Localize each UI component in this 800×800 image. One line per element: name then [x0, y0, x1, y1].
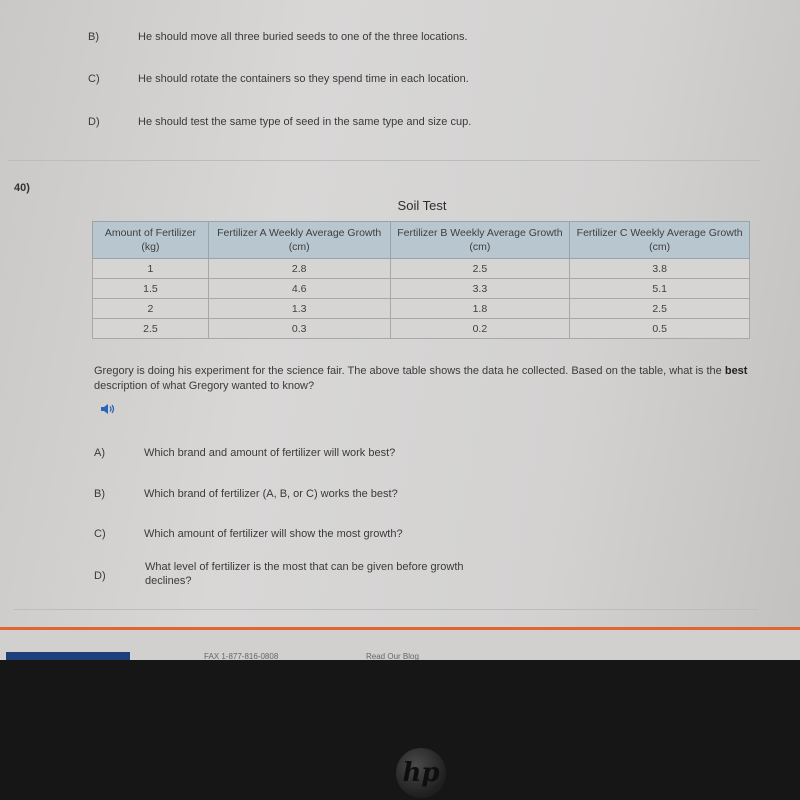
table-header-row [93, 222, 750, 259]
prompt-emphasis: best [724, 365, 748, 377]
divider [14, 609, 758, 610]
table-cell: 3.3 [390, 279, 570, 299]
prev-option-c[interactable] [88, 73, 548, 87]
option-text: Which brand of fertilizer (A, B, or C) works the best? [144, 488, 398, 500]
hp-logo-icon: hp [396, 748, 446, 798]
table-row [93, 259, 750, 279]
option-letter: B) [94, 488, 105, 500]
option-text: He should test the same type of seed in the same type and size cup. [138, 116, 472, 128]
speaker-icon[interactable] [100, 402, 118, 419]
table-cell: 5.1 [570, 279, 750, 299]
prompt-text: description of what Gregory wanted to know? [94, 380, 315, 392]
prev-option-d[interactable] [88, 116, 548, 130]
soil-test-table [92, 221, 750, 339]
table-cell: 3.8 [570, 259, 750, 279]
table-row [93, 299, 750, 319]
option-letter: D) [94, 570, 106, 582]
table-cell: 1.8 [390, 299, 570, 319]
option-text: He should move all three buried seeds to one of the three locations. [138, 31, 468, 43]
option-letter: A) [94, 447, 105, 459]
table-cell: 0.2 [390, 319, 570, 339]
column-header: Fertilizer B Weekly Average Growth (cm) [390, 222, 570, 259]
footer-blog-link[interactable]: Read Our Blog [366, 652, 419, 660]
footer-logo [6, 652, 130, 660]
option-c[interactable] [94, 528, 494, 542]
column-header: Amount of Fertilizer (kg) [93, 222, 209, 259]
table-cell: 0.5 [570, 319, 750, 339]
footer-fax: FAX 1-877-816-0808 [204, 652, 279, 660]
question-prompt [94, 364, 754, 394]
table-cell: 2 [93, 299, 209, 319]
table-title: Soil Test [397, 198, 447, 213]
option-letter: B) [88, 31, 99, 43]
prompt-text: Gregory is doing his experiment for the science fair. The above table shows the data he collected. Based on the table, what is the [94, 365, 722, 377]
option-a[interactable] [94, 447, 494, 461]
option-text: Which amount of fertilizer will show the most growth? [144, 528, 403, 540]
table-row [93, 319, 750, 339]
option-letter: D) [88, 116, 100, 128]
option-d[interactable] [94, 560, 494, 590]
option-text: What level of fertilizer is the most that can be given before growth declines? [145, 561, 464, 587]
table-cell: 1 [93, 259, 209, 279]
table-cell: 2.5 [93, 319, 209, 339]
divider [8, 160, 760, 161]
option-letter: C) [94, 528, 106, 540]
table-cell: 1.3 [208, 299, 390, 319]
option-text: Which brand and amount of fertilizer will work best? [144, 447, 396, 459]
column-header: Fertilizer A Weekly Average Growth (cm) [208, 222, 390, 259]
option-letter: C) [88, 73, 100, 85]
prev-option-b[interactable] [88, 31, 548, 45]
table-cell: 1.5 [93, 279, 209, 299]
speaker-icon-graphic [100, 402, 118, 416]
table-cell: 0.3 [208, 319, 390, 339]
column-header: Fertilizer C Weekly Average Growth (cm) [570, 222, 750, 259]
table-cell: 4.6 [208, 279, 390, 299]
table-cell: 2.8 [208, 259, 390, 279]
table-cell: 2.5 [570, 299, 750, 319]
question-number: 40) [14, 182, 30, 194]
table-row [93, 279, 750, 299]
option-text: He should rotate the containers so they spend time in each location. [138, 73, 469, 85]
option-b[interactable] [94, 488, 494, 502]
table-cell: 2.5 [390, 259, 570, 279]
